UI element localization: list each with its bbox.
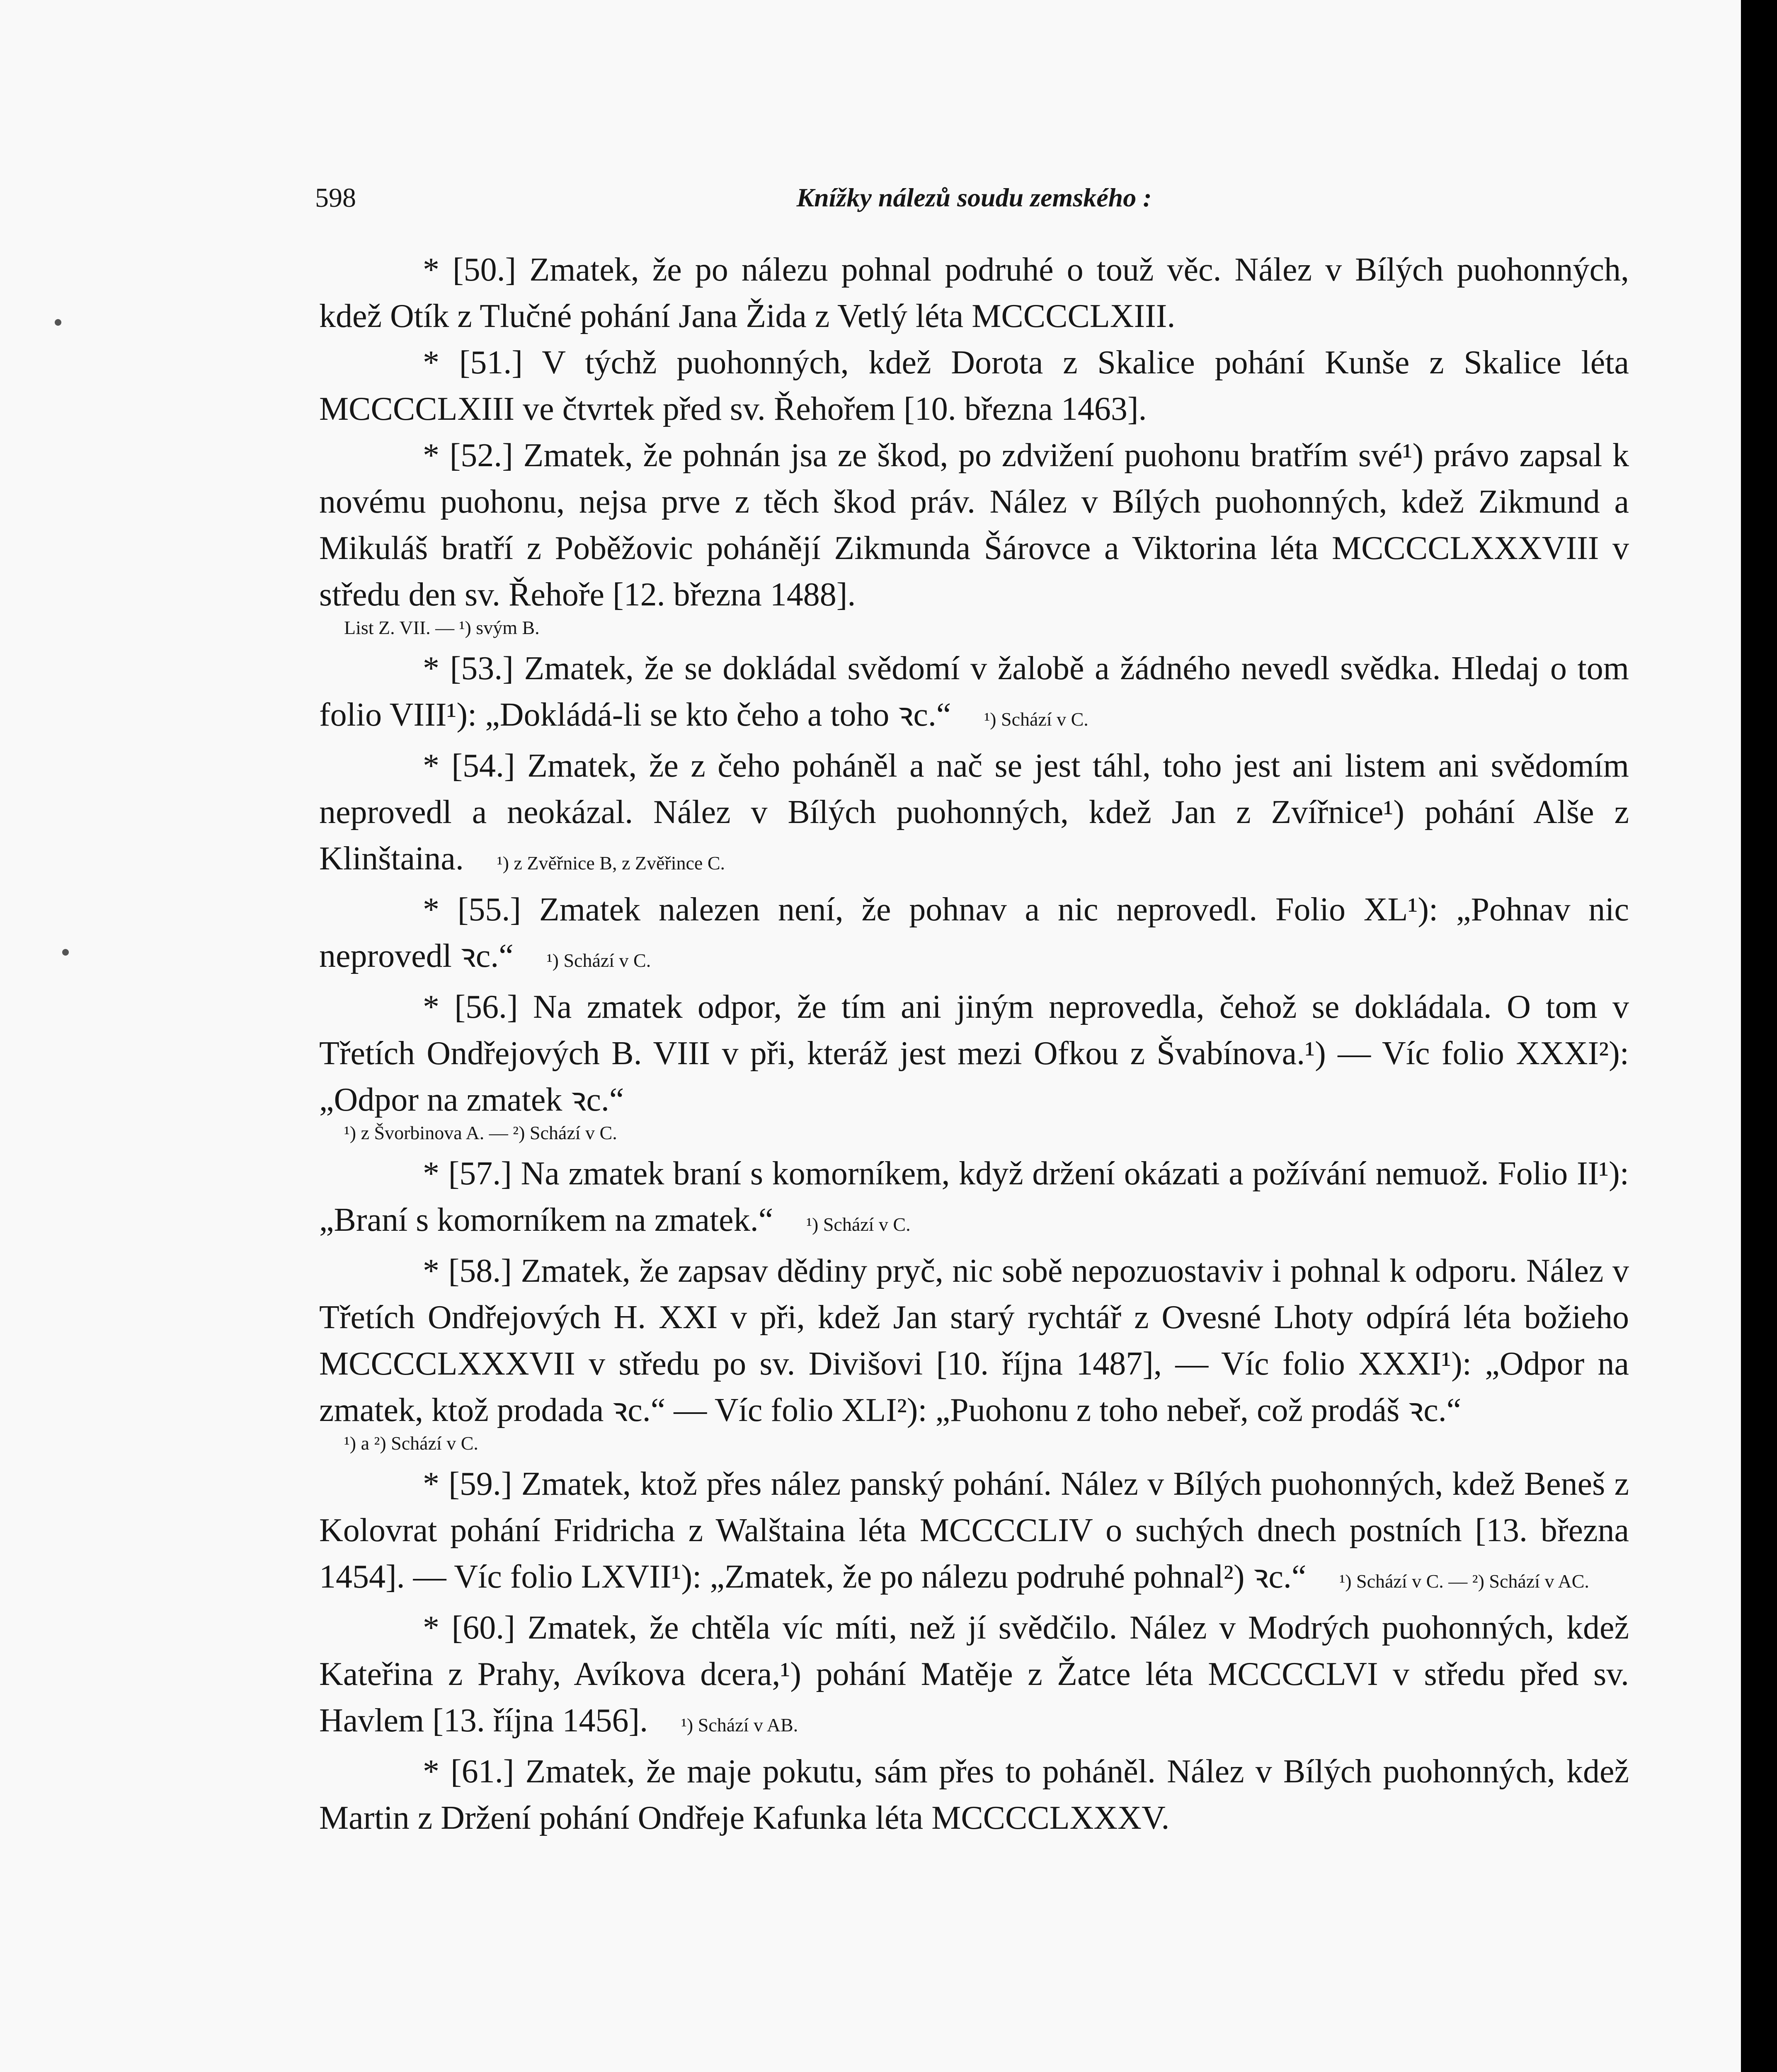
page-number: 598 xyxy=(315,183,356,213)
footnote: ¹) Schází v C. xyxy=(806,1214,911,1235)
entry-55: * [55.] Zmatek nalezen není, že pohnav a nic neprovedl. Folio XL¹): „Pohnav nic neprovedl ꝛc.“ ¹) Schází v C. xyxy=(319,891,1629,974)
entry-57: * [57.] Na zmatek braní s komorníkem, když držení okázati a požívání nemuož. Folio II¹): „Braní s komorníkem na zmatek.“ ¹) Schází v C. xyxy=(319,1155,1629,1238)
entry-56: * [56.] Na zmatek odpor, že tím ani jiným neprovedla, čehož se dokládala. O tom v Třetích Ondřejových B. VIII v při, kteráž jest mezi Ofkou z Švabínova.¹) — Víc folio XXXI²): „Odpor na zmatek ꝛc.“ xyxy=(319,989,1629,1118)
footnote: ¹) Schází v C. xyxy=(984,709,1089,730)
scan-speck xyxy=(55,319,61,326)
footnote: ¹) z Zvěřnice B, z Zvěřince C. xyxy=(497,852,725,874)
entry-60: * [60.] Zmatek, že chtěla víc míti, než jí svědčilo. Nález v Modrých puohonných, kdež Kateřina z Prahy, Avíkova dcera,¹) pohání Matěje z Žatce léta MCCCCLVI v středu před sv. Havlem [13. října 1456]. ¹) Schází v AB. xyxy=(319,1610,1629,1739)
footnote: ¹) Schází v C. xyxy=(546,950,651,971)
footnote-line: List Z. VII. — ¹) svým B. xyxy=(344,617,540,638)
entry-59: * [59.] Zmatek, ktož přes nález panský pohání. Nález v Bílých puohonných, kdež Beneš z Kolovrat pohání Fridricha z Walštaina léta MCCCCLIV o suchých dnech postních [13. března 1454]. — Víc folio LXVII¹): „Zmatek, že po nálezu podruhé pohnal²) ꝛc.“ ¹) Schází v C. — ²) Schází v AC. xyxy=(319,1466,1629,1595)
entry-50: * [50.] Zmatek, že po nálezu pohnal podruhé o touž věc. Nález v Bílých puohonných, kdež Otík z Tlučné pohání Jana Žida z Vetlý léta MCCCCLXIII. xyxy=(319,252,1629,334)
entry-53: * [53.] Zmatek, že se dokládal svědomí v žalobě a žádného nevedl svědka. Hledaj o tom folio VIII¹): „Dokládá-li se kto čeho a toho ꝛc.“ ¹) Schází v C. xyxy=(319,650,1629,733)
running-title: Knížky nálezů soudu zemského : xyxy=(796,183,1152,212)
footnote-line: ¹) z Švorbinova A. — ²) Schází v C. xyxy=(344,1122,617,1143)
entry-58: * [58.] Zmatek, že zapsav dědiny pryč, nic sobě nepozuostaviv i pohnal k odporu. Nález v Třetích Ondřejových H. XXI v při, kdež Jan starý rychtář z Ovesné Lhoty odpírá léta božieho MCCCCLXXXVII v středu po sv. Divišovi [10. října 1487], — Víc folio XXXI¹): „Odpor na zmatek, ktož prodada ꝛc.“ — Víc folio XLI²): „Puohonu z toho nebeř, což prodáš ꝛc.“ xyxy=(319,1253,1629,1428)
footnote: ¹) Schází v AB. xyxy=(681,1714,798,1736)
page-header xyxy=(315,182,1633,224)
footnote: ¹) Schází v C. — ²) Schází v AC. xyxy=(1339,1571,1589,1592)
entry-52: * [52.] Zmatek, že pohnán jsa ze škod, po zdvižení puohonu bratřím své¹) právo zapsal k novému puohonu, nejsa prve z těch škod práv. Nález v Bílých puohonných, kdež Zikmund a Mikuláš bratří z Poběžovic pohánějí Zikmunda Šárovce a Viktorina léta MCCCCLXXXVIII v středu den sv. Řehoře [12. března 1488]. xyxy=(319,437,1629,613)
entry-54: * [54.] Zmatek, že z čeho poháněl a nač se jest táhl, toho jest ani listem ani svědomím neprovedl a neokázal. Nález v Bílých puohonných, kdež Jan z Zvířnice¹) pohání Alše z Klinštaina. ¹) z Zvěřnice B, z Zvěřince C. xyxy=(319,748,1629,877)
scan-speck xyxy=(62,949,69,956)
page-text xyxy=(319,247,1629,1841)
entry-51: * [51.] V týchž puohonných, kdež Dorota z Skalice pohání Kunše z Skalice léta MCCCCLXIII ve čtvrtek před sv. Řehořem [10. března 1463]. xyxy=(319,344,1629,427)
entry-61: * [61.] Zmatek, že maje pokutu, sám přes to poháněl. Nález v Bílých puohonných, kdež Martin z Držení pohání Ondřeje Kafunka léta MCCCCLXXXV. xyxy=(319,1753,1629,1836)
scan-border xyxy=(1741,0,1777,2072)
footnote-line: ¹) a ²) Schází v C. xyxy=(344,1433,478,1454)
